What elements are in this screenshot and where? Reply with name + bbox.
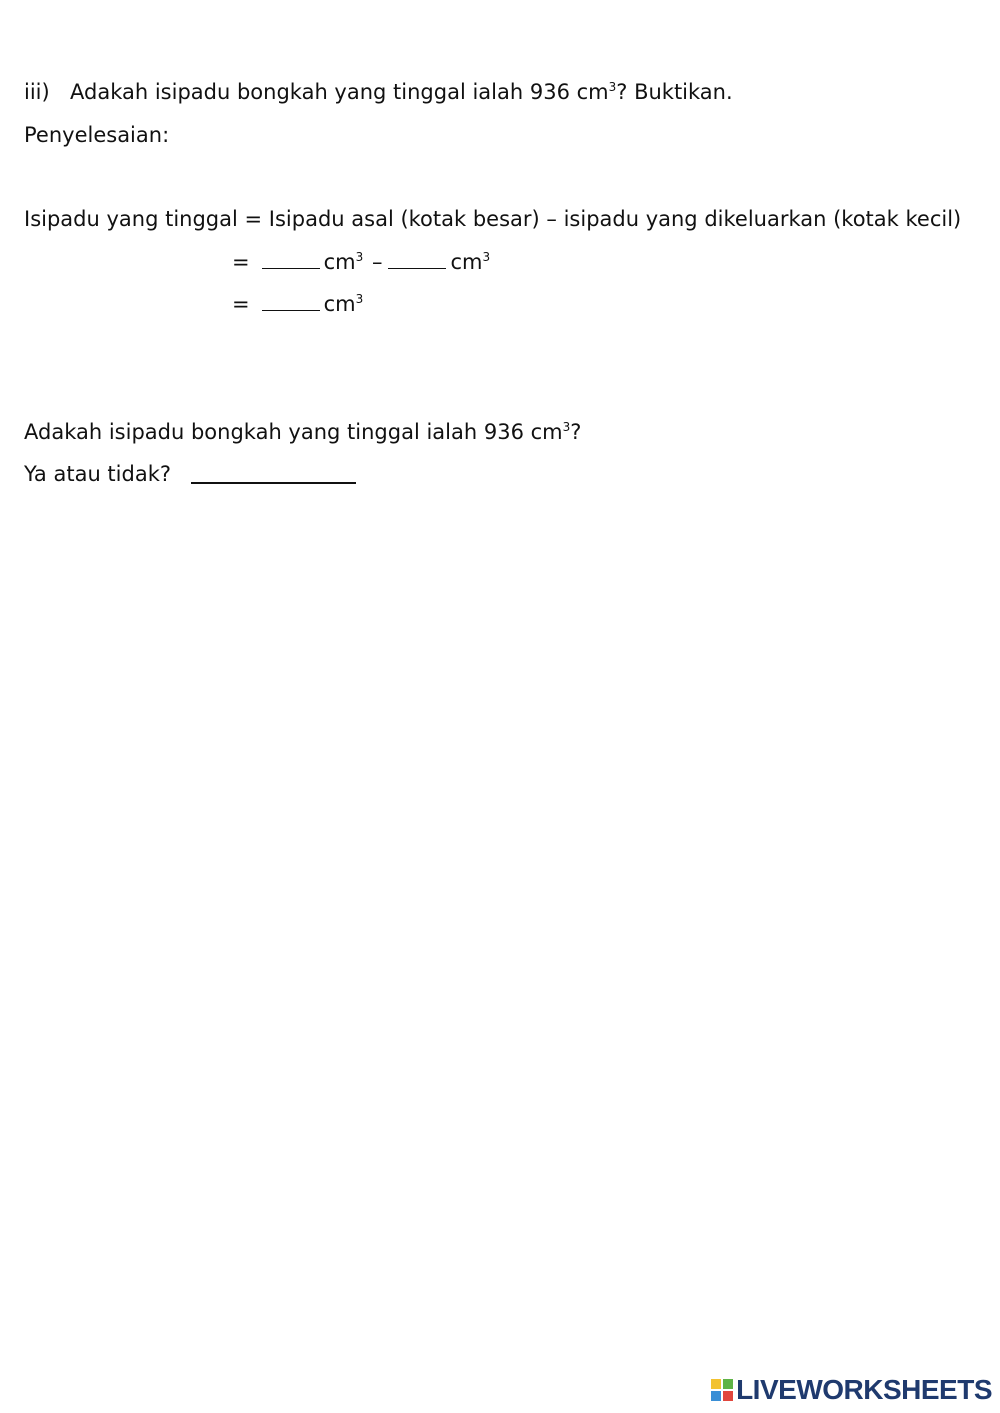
- unit: cm: [323, 292, 356, 316]
- answer-prompt-line: [24, 460, 356, 488]
- question-number: iii): [24, 80, 50, 104]
- answer-prompt: Ya atau tidak?: [24, 462, 172, 486]
- equals-sign: =: [232, 292, 250, 316]
- question-text: Adakah isipadu bongkah yang tinggal ialah 936 cm: [70, 80, 609, 104]
- superscript: 3: [355, 250, 364, 264]
- superscript: 3: [608, 80, 617, 94]
- superscript: 3: [482, 250, 491, 264]
- logo-icon: [711, 1379, 733, 1401]
- question-line: [24, 78, 733, 109]
- liveworksheets-logo: [711, 1375, 992, 1405]
- yes-no-answer-blank[interactable]: [191, 460, 356, 484]
- superscript: 3: [355, 292, 364, 306]
- equals-sign: =: [232, 250, 250, 274]
- superscript: 3: [562, 420, 571, 434]
- working-line-2: [232, 248, 490, 279]
- logo-text: LIVEWORKSHEETS: [736, 1374, 992, 1405]
- minus-sign: –: [371, 250, 383, 274]
- answer-blank-3[interactable]: [262, 290, 320, 311]
- solution-label: Penyelesaian:: [24, 123, 170, 147]
- final-question-text: Adakah isipadu bongkah yang tinggal ialah 936 cm: [24, 420, 563, 444]
- unit: cm: [323, 250, 356, 274]
- working-line-1: Isipadu yang tinggal = Isipadu asal (kotak besar) – isipadu yang dikeluarkan (kotak kecil): [24, 207, 962, 231]
- final-question: [24, 418, 581, 449]
- question-text-end: ? Buktikan.: [616, 80, 733, 104]
- answer-blank-2[interactable]: [388, 248, 446, 269]
- answer-blank-1[interactable]: [262, 248, 320, 269]
- unit: cm: [450, 250, 483, 274]
- final-question-end: ?: [570, 420, 582, 444]
- working-line-3: [232, 290, 363, 321]
